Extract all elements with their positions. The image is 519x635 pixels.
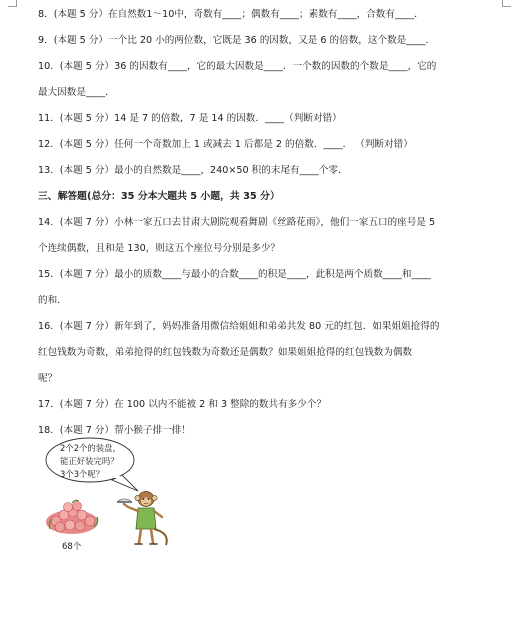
section-title: 三、解答题(总分：35 分本大题共 5 小题，共 35 分） bbox=[38, 191, 280, 202]
question-text: 17．(本题 7 分）在 100 以内不能被 2 和 3 整除的数共有多少个？ bbox=[38, 399, 327, 410]
question-10 bbox=[38, 60, 490, 100]
question-text: 11．(本题 5 分）14 是 7 的倍数，7 是 14 的因数．____（判断对错） bbox=[38, 113, 342, 124]
monkey-peach-illustration bbox=[42, 437, 192, 555]
question-text: 9．(本题 5 分）一个比 20 小的两位数，它既是 36 的因数，又是 6 的倍数，这个数是____． bbox=[38, 35, 436, 46]
peach-count-label: 68个 bbox=[62, 542, 82, 552]
page-corner-mark bbox=[502, 0, 511, 7]
question-11 bbox=[38, 112, 490, 126]
question-18 bbox=[38, 424, 490, 438]
question-15 bbox=[38, 268, 490, 308]
question-text: 红包钱数为奇数，弟弟抢得的红包钱数为奇数还是偶数？如果姐姐抢得的红包钱数为偶数 bbox=[38, 347, 413, 358]
worksheet-page bbox=[38, 8, 490, 438]
question-17 bbox=[38, 398, 490, 412]
bubble-line: 3个3个呢？ bbox=[60, 469, 105, 479]
question-text: 8．(本题 5 分）在自然数1～10中，奇数有____；偶数有____；素数有____，合数有____． bbox=[38, 9, 424, 20]
question-text: 15．(本题 7 分）最小的质数____与最小的合数____的积是____，此积是两个质数____和____ bbox=[38, 269, 431, 280]
question-text: 18．(本题 7 分）帮小猴子排一排！ bbox=[38, 425, 191, 436]
question-text: 16．(本题 7 分）新年到了，妈妈准备用微信给姐姐和弟弟共发 80 元的红包．如果姐姐抢得的 bbox=[38, 321, 440, 332]
question-text: 最大因数是____． bbox=[38, 87, 115, 98]
bubble-line: 能正好装完吗？ bbox=[60, 456, 119, 466]
question-text: 13．(本题 5 分）最小的自然数是____，240×50 积的末尾有____个零． bbox=[38, 165, 348, 176]
page-corner-mark bbox=[8, 0, 17, 7]
illustration-svg bbox=[42, 437, 192, 555]
question-14 bbox=[38, 216, 490, 256]
bubble-line: 2个2个的装盘， bbox=[60, 443, 121, 453]
question-text: 10．(本题 5 分）36 的因数有____，它的最大因数是____．一个数的因数的个数是____，它的 bbox=[38, 61, 437, 72]
question-text: 个连续偶数，且和是 130，则这五个座位号分别是多少？ bbox=[38, 243, 281, 254]
monkey-icon bbox=[117, 492, 167, 546]
question-9 bbox=[38, 34, 490, 48]
question-12 bbox=[38, 138, 490, 152]
question-text: 12．(本题 5 分）任何一个奇数加上 1 或减去 1 后都是 2 的倍数．____． （判断对错） bbox=[38, 139, 413, 150]
peach-pile-icon bbox=[46, 500, 98, 534]
question-16 bbox=[38, 320, 490, 386]
question-text: 的和． bbox=[38, 295, 67, 306]
question-text: 14．(本题 7 分）小林一家五口去甘肃大剧院观看舞剧《丝路花雨》，他们一家五口的座号是 5 bbox=[38, 217, 436, 228]
question-text: 呢？ bbox=[38, 373, 58, 384]
question-13 bbox=[38, 164, 490, 178]
speech-bubble bbox=[46, 438, 138, 491]
question-8 bbox=[38, 8, 490, 22]
